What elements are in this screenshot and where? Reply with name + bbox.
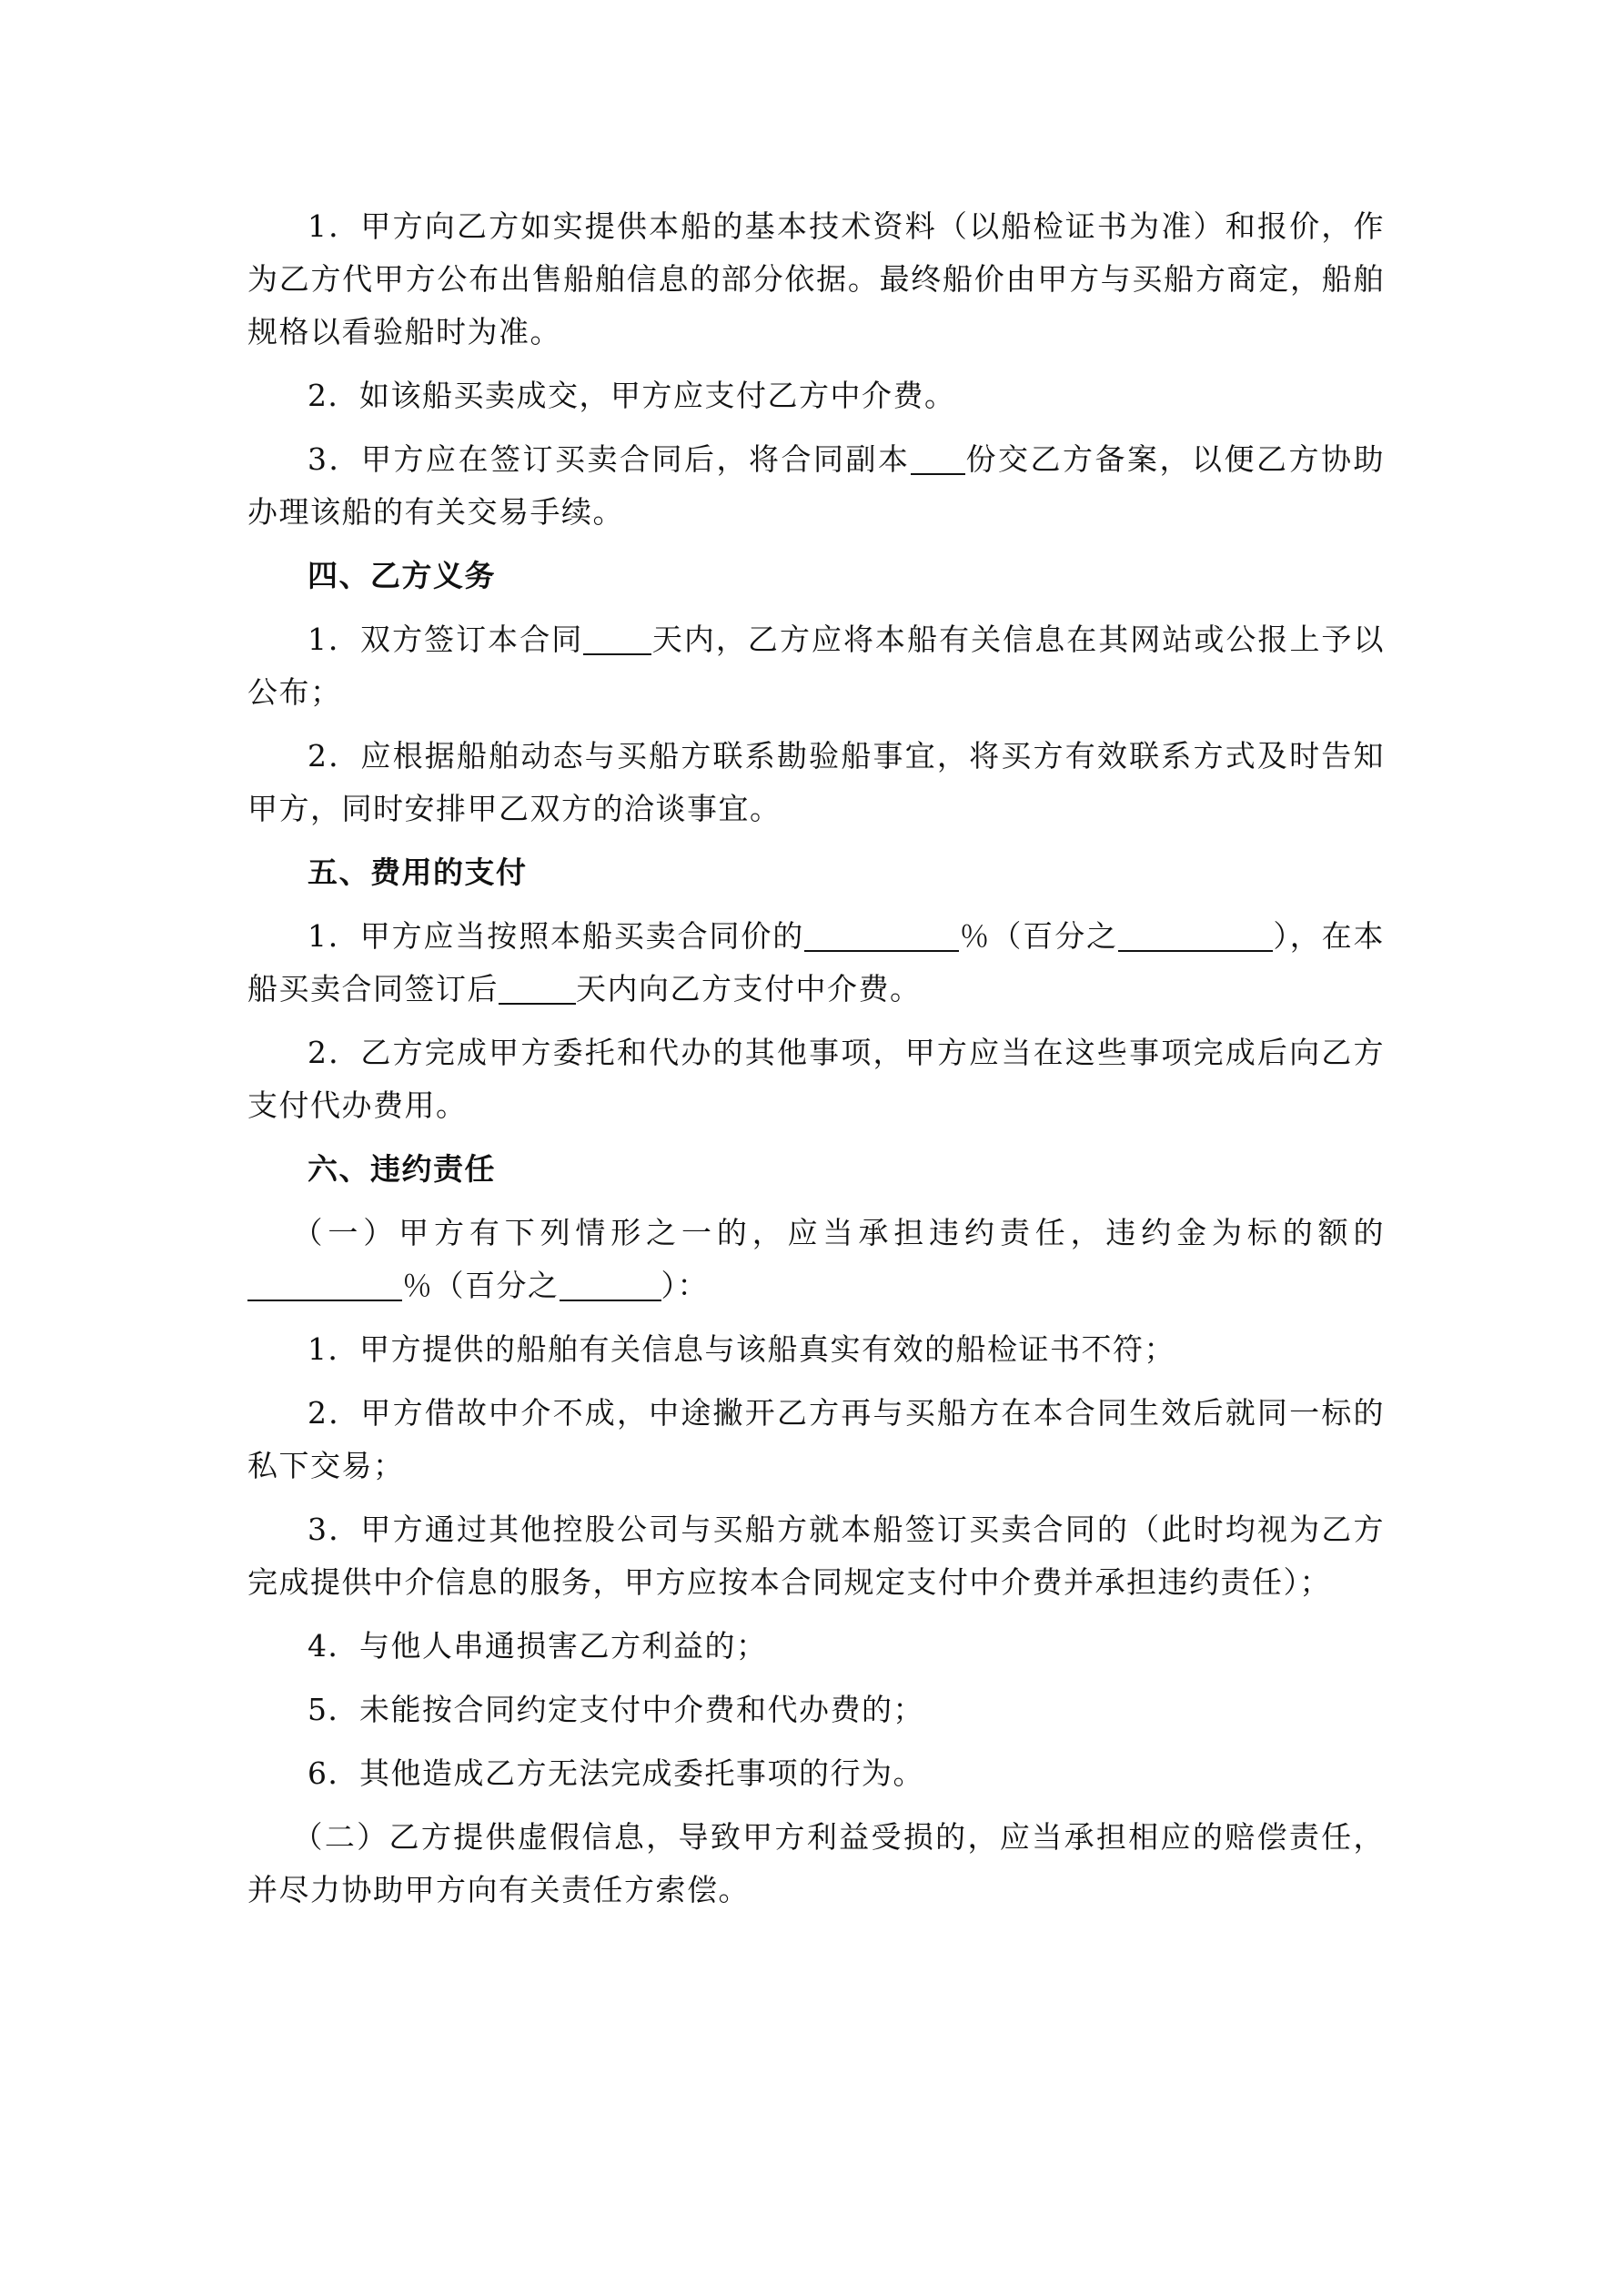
- text-fragment: ）：: [661, 1268, 709, 1303]
- section6-part1: [247, 1207, 1385, 1312]
- section5-item1: [247, 910, 1385, 1016]
- text-fragment: （一）甲方有下列情形之一的，应当承担违约责任，违约金为标的额的: [292, 1215, 1385, 1250]
- text-fragment: 份交乙方备案，以便乙方协助办理该船的有关交易手续。: [247, 441, 1385, 530]
- text-fragment: 1．双方签订本合同: [308, 622, 584, 657]
- section6-item5: 5．未能按合同约定支付中介费和代办费的；: [308, 1692, 924, 1727]
- fill-blank: [911, 442, 965, 475]
- section6-part2: （二）乙方提供虚假信息，导致甲方利益受损的，应当承担相应的赔偿责任，并尽力协助甲方向有关责任方索偿。: [247, 1819, 1385, 1907]
- fill-blank: [804, 919, 959, 952]
- section3-item2: 2．如该船买卖成交，甲方应支付乙方中介费。: [308, 378, 956, 413]
- section6-item2: 2．甲方借故中介不成，中途撇开乙方再与买船方在本合同生效后就同一标的私下交易；: [247, 1395, 1385, 1483]
- section3-item3: [247, 433, 1385, 539]
- text-fragment: ），在本船买卖合同签订后: [247, 918, 1386, 1006]
- section6-item6: 6．其他造成乙方无法完成委托事项的行为。: [308, 1755, 924, 1791]
- section5-heading: 五、费用的支付: [308, 855, 528, 890]
- section6-item1: 1．甲方提供的船舶有关信息与该船真实有效的船检证书不符；: [308, 1331, 1175, 1367]
- text-fragment: 1．甲方应当按照本船买卖合同价的: [308, 918, 805, 954]
- text-fragment: ％（百分之: [959, 918, 1118, 954]
- text-fragment: 3．甲方应在签订买卖合同后，将合同副本: [308, 441, 911, 477]
- section6-item3: 3．甲方通过其他控股公司与买船方就本船签订买卖合同的（此时均视为乙方完成提供中介信息的服务，甲方应按本合同规定支付中介费并承担违约责任）；: [247, 1512, 1385, 1600]
- section5-item2: 2．乙方完成甲方委托和代办的其他事项，甲方应当在这些事项完成后向乙方支付代办费用。: [247, 1035, 1385, 1123]
- fill-blank: [560, 1269, 661, 1301]
- fill-blank: [499, 972, 576, 1005]
- section3-item1: 1．甲方向乙方如实提供本船的基本技术资料（以船检证书为准）和报价，作为乙方代甲方公布出售船舶信息的部分依据。最终船价由甲方与买船方商定，船舶规格以看验船时为准。: [247, 208, 1385, 349]
- section6-item4: 4．与他人串通损害乙方利益的；: [308, 1628, 768, 1664]
- fill-blank: [1118, 919, 1273, 952]
- fill-blank: [247, 1269, 402, 1301]
- section6-heading: 六、违约责任: [308, 1151, 496, 1187]
- section4-heading: 四、乙方义务: [308, 558, 496, 593]
- text-fragment: 天内，乙方应将本船有关信息在其网站或公报上予以公布；: [247, 622, 1385, 710]
- section4-item1: [247, 613, 1385, 719]
- fill-blank: [583, 622, 651, 655]
- section4-item2: 2．应根据船舶动态与买船方联系勘验船事宜，将买方有效联系方式及时告知甲方，同时安排甲乙双方的洽谈事宜。: [247, 738, 1385, 826]
- contract-body: [247, 200, 1385, 1927]
- text-fragment: ％（百分之: [402, 1268, 560, 1303]
- text-fragment: 天内向乙方支付中介费。: [576, 971, 922, 1006]
